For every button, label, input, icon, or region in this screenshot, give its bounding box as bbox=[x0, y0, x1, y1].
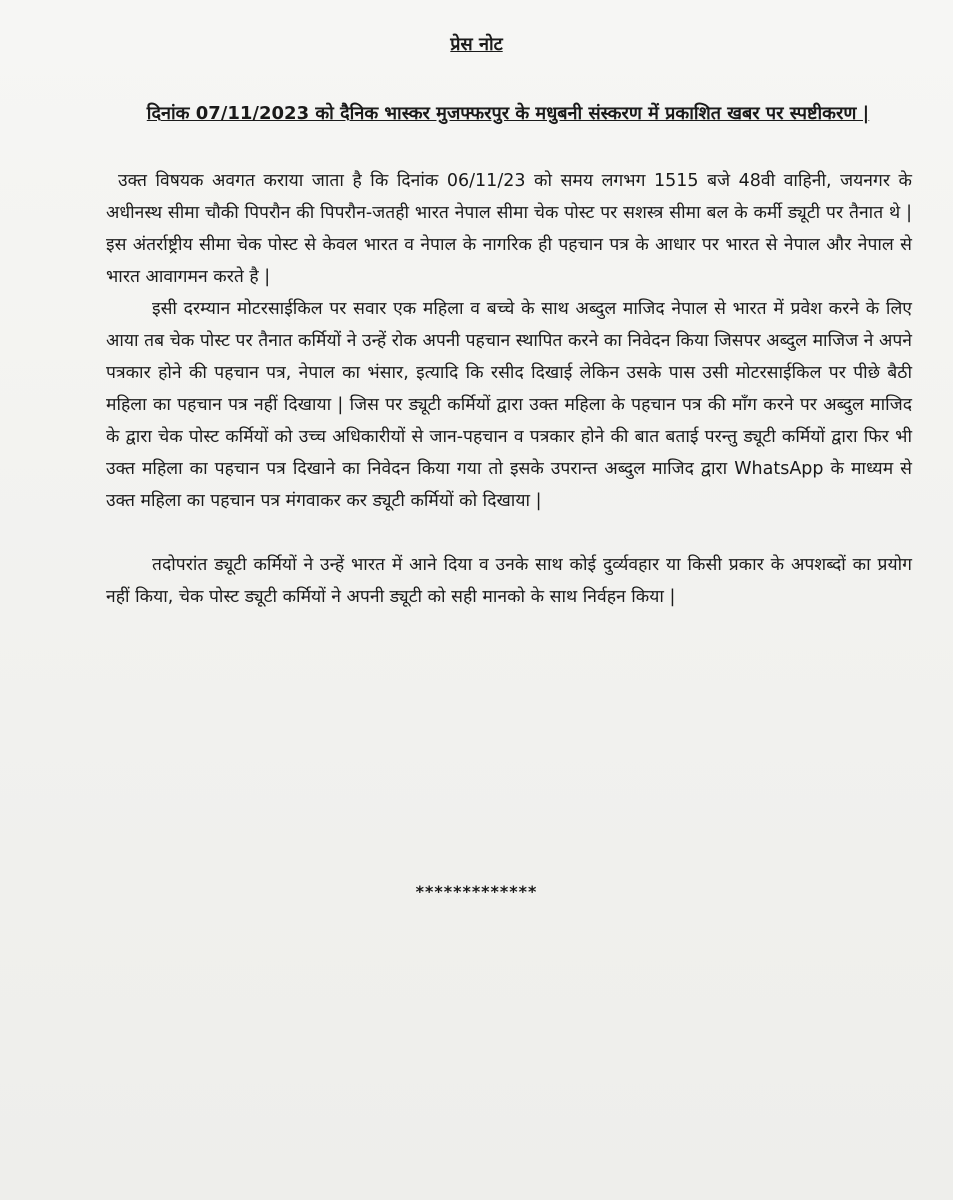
paragraph-3: तदोपरांत ड्यूटी कर्मियों ने उन्हें भारत में आने दिया व उनके साथ कोई दुर्व्यवहार या किसी प्रकार के अपशब्दों का प्रयोग नहीं किया, चेक पोस्ट ड्यूटी कर्मियों ने अपनी ड्यूटी को सही मानको के साथ निर्वहन किया | bbox=[106, 555, 912, 607]
document-body bbox=[106, 165, 912, 613]
paragraph-1: उक्त विषयक अवगत कराया जाता है कि दिनांक 06/11/23 को समय लगभग 1515 बजे 48वी वाहिनी, जयनगर के अधीनस्थ सीमा चौकी पिपरौन की पिपरौन-जतही भारत नेपाल सीमा चेक पोस्ट पर सशस्त्र सीमा बल के कर्मी ड्यूटी पर तैनात थे | इस अंतर्राष्ट्रीय सीमा चेक पोस्ट से केवल भारत व नेपाल के नागरिक ही पहचान पत्र के आधार पर भारत से नेपाल और नेपाल से भारत आवागमन करते है | bbox=[106, 171, 912, 287]
paragraph-2: इसी दरम्यान मोटरसाईकिल पर सवार एक महिला व बच्चे के साथ अब्दुल माजिद नेपाल से भारत में प्रवेश करने के लिए आया तब चेक पोस्ट पर तैनात कर्मियों ने उन्हें रोक अपनी पहचान स्थापित करने का निवेदन किया जिसपर अब्दुल माजिज ने अपने पत्रकार होने की पहचान पत्र, नेपाल का भंसार, इत्यादि कि रसीद दिखाई लेकिन उसके पास उसी मोटरसाईकिल पर पीछे बैठी महिला का पहचान पत्र नहीं दिखाया | जिस पर ड्यूटी कर्मियों द्वारा उक्त महिला के पहचान पत्र की माँग करने पर अब्दुल माजिद के द्वारा चेक पोस्ट कर्मियों को उच्च अधिकारीयों से जान-पहचान व पत्रकार होने की बात बताई परन्तु ड्यूटी कर्मियों द्वारा फिर भी उक्त महिला का पहचान पत्र दिखाने का निवेदन किया गया तो इसके उपरान्त अब्दुल माजिद द्वारा WhatsApp के माध्यम से उक्त महिला का पहचान पत्र मंगवाकर कर ड्यूटी कर्मियों को दिखाया | bbox=[106, 299, 912, 511]
page-title: प्रेस नोट bbox=[450, 34, 503, 55]
subject-heading: दिनांक 07/11/2023 को दैनिक भास्कर मुजफ्फरपुर के मधुबनी संस्करण में प्रकाशित खबर पर स्पष्टीकरण | bbox=[146, 103, 870, 124]
end-marker: ************* bbox=[415, 882, 538, 901]
